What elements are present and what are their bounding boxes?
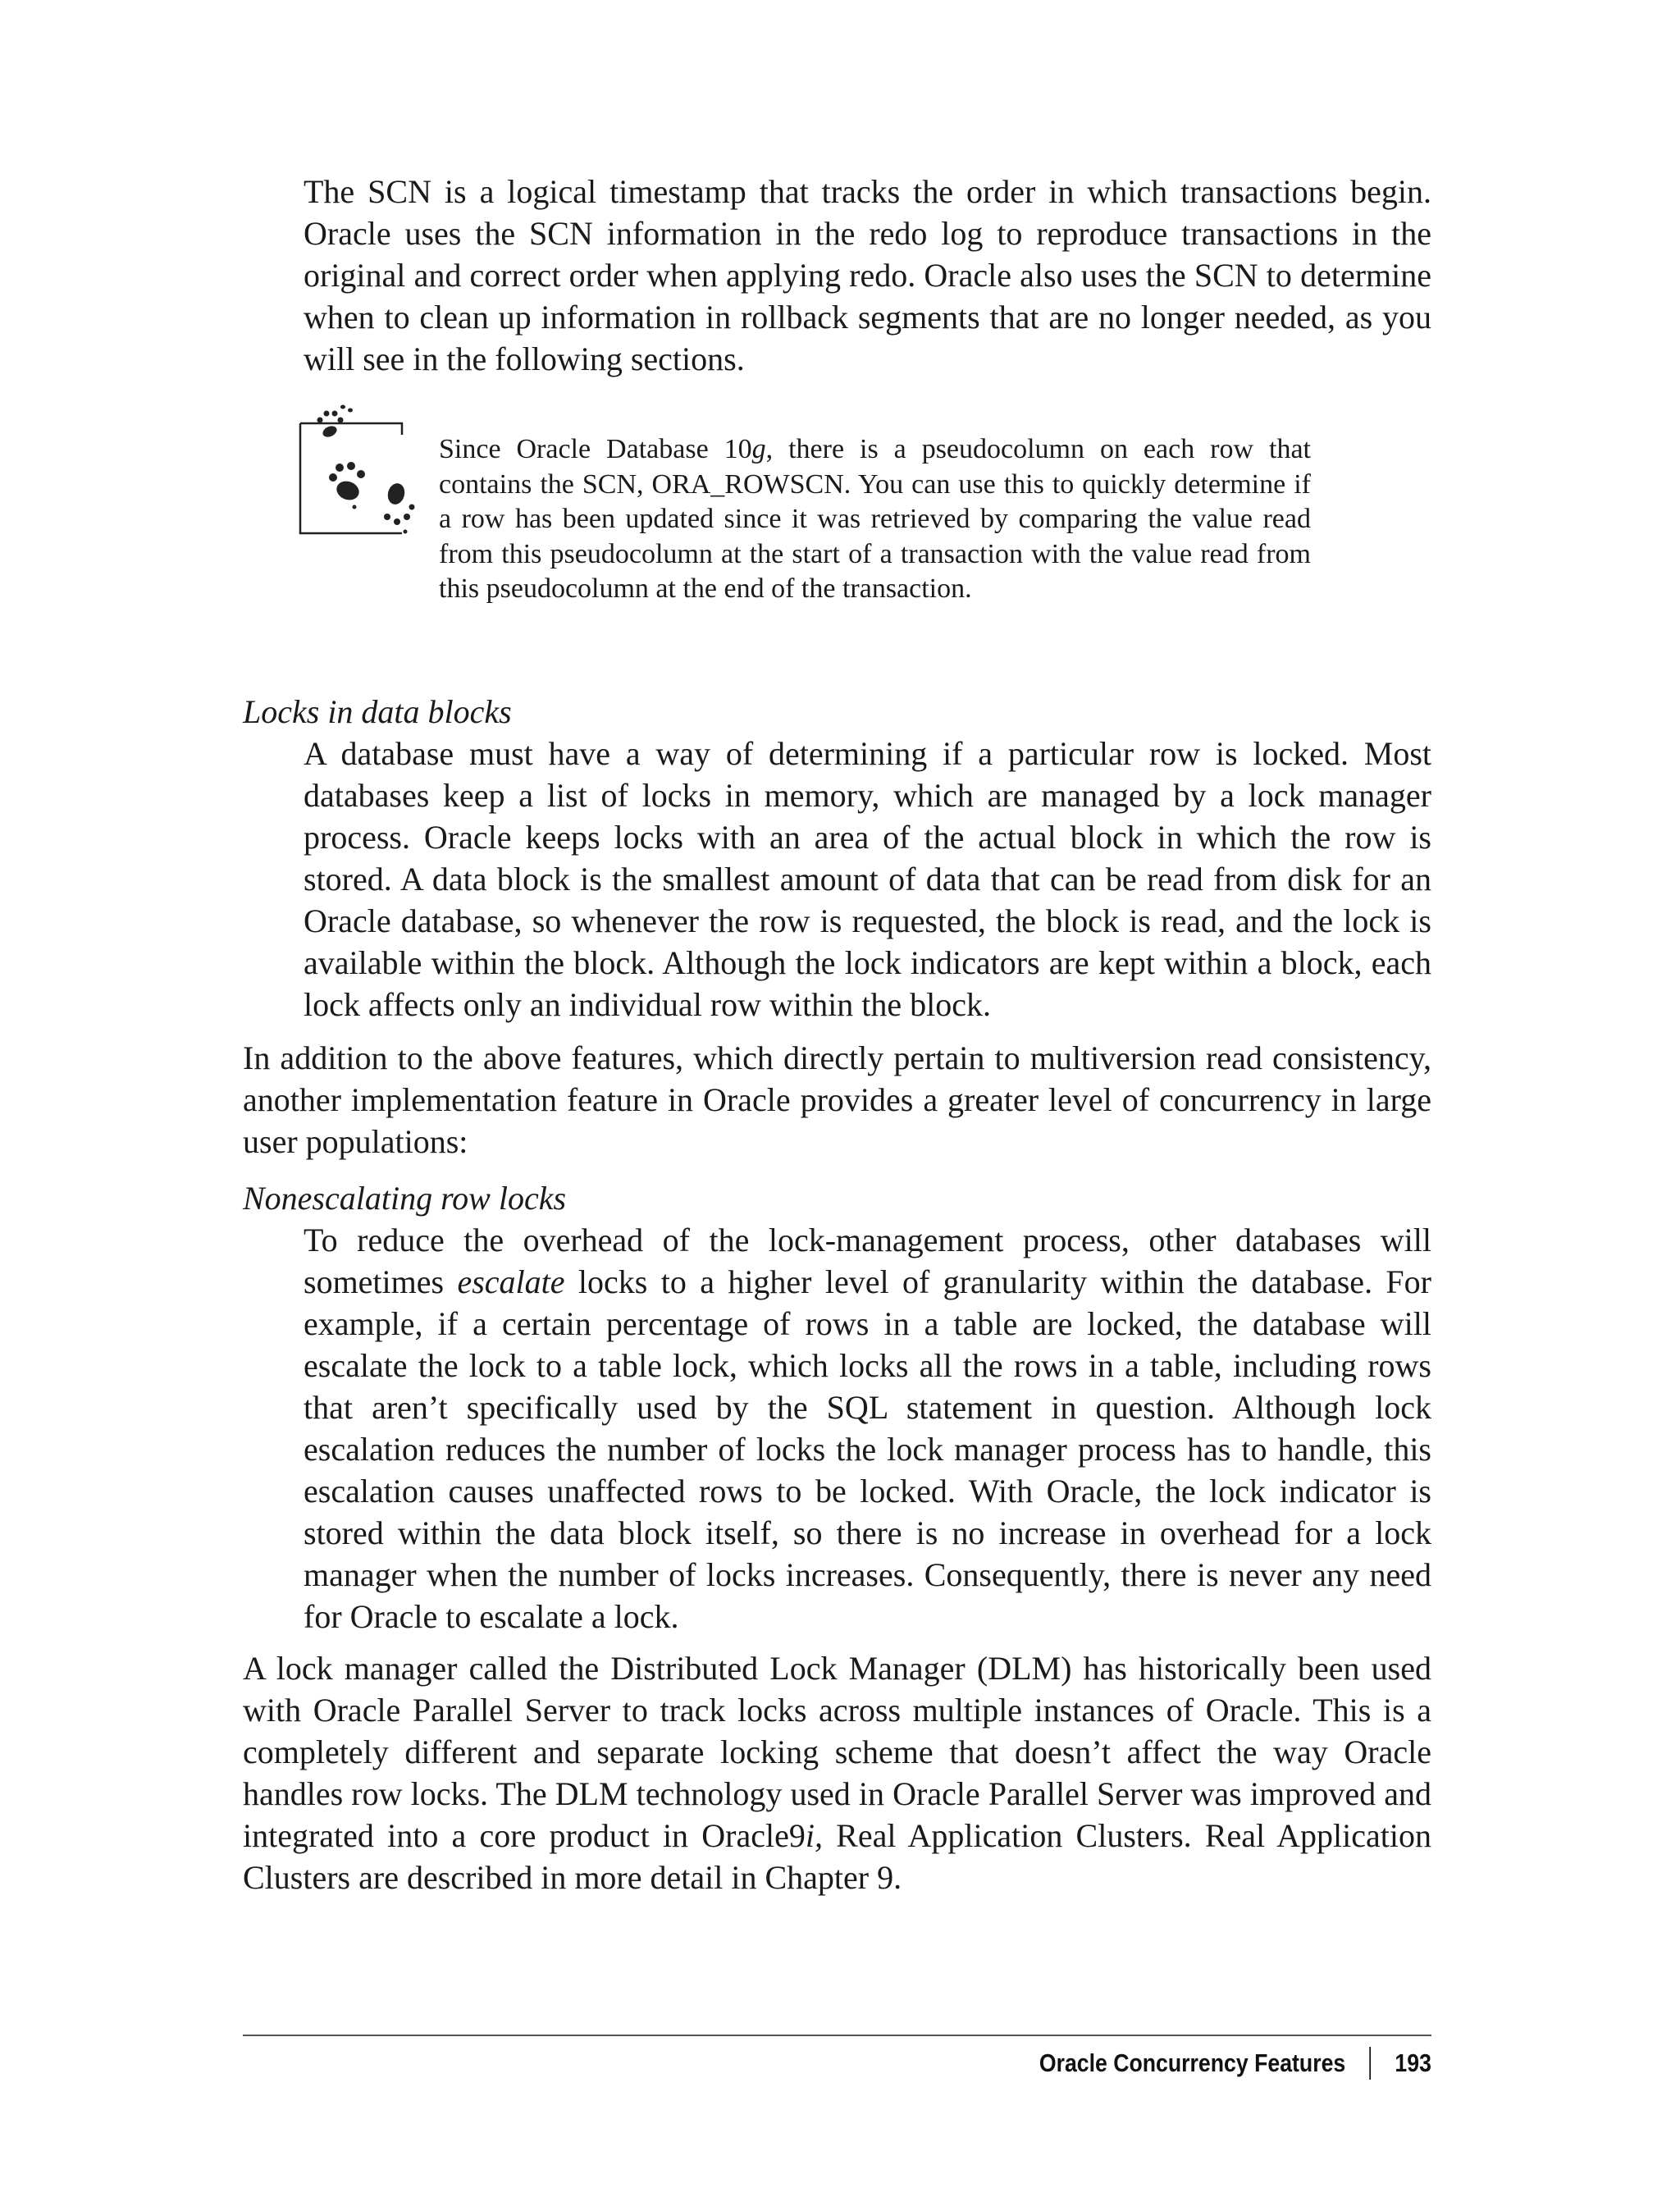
running-footer — [1039, 2045, 1431, 2081]
in-addition-paragraph: In addition to the above features, which directly pertain to multiversion read consistency, another implementation feature in Oracle provides a greater level of concurrency in large user populations: — [243, 1039, 1431, 1160]
nonescalating-text-rest: locks to a higher level of granularity within the database. For example, if a certain percentage of rows in a table are locked, the database will escalate the lock to a table lock, which locks all the rows in a table, including rows that aren’t specifically used by the SQL statement in question. Although lock escalation reduces the number of locks the lock manager process has to handle, this escalation causes unaffected rows to be locked. With Oracle, the lock indicator is stored within the data block itself, so there is no increase in overhead for a lock manager when the number of locks increases. Consequently, there is never any need for Oracle to escalate a lock. — [304, 1263, 1431, 1635]
tip-icon-graphic — [295, 402, 427, 541]
tip-note-text-start: Since Oracle Database 10 — [439, 434, 752, 464]
dlm-text-start: A lock manager called the Distributed Lock Manager (DLM) has historically been used with Oracle Parallel Server to track locks across multiple instances of Oracle. This is a completely different and separate locking scheme that doesn’t affect the way Oracle handles row locks. The DLM technology used in Oracle Parallel Server was improved and integrated into a core product in Oracle9 — [243, 1650, 1431, 1854]
locks-in-data-blocks-definition: A database must have a way of determining if a particular row is locked. Most databases keep a list of locks in memory, which are managed by a lock manager process. Oracle keeps locks with an area of the actual block in which the row is stored. A data block is the smallest amount of data that can be read from disk for an Oracle database, so whenever the row is requested, the block is read, and the lock is available within the block. Although the lock indicators are kept within a block, each lock affects only an individual row within the block. — [304, 735, 1431, 1023]
footer-separator — [1370, 2047, 1372, 2080]
tip-note-text — [439, 432, 1311, 607]
locks-in-data-blocks-term: Locks in data blocks — [243, 693, 512, 730]
nonescalating-text-start: To reduce the overhead of the lock-management process, other databases will sometimes — [304, 1222, 1431, 1300]
dlm-text-rest: Real Application Clusters. Real Application Clusters are described in more detail in Chapter 9. — [243, 1817, 1431, 1896]
footer-section-title: Oracle Concurrency Features — [1039, 2048, 1346, 2077]
tip-note-version-suffix: g — [751, 434, 766, 464]
oracle9i-emphasis: i, — [805, 1817, 823, 1854]
nonescalating-row-locks-term: Nonescalating row locks — [243, 1180, 567, 1217]
tip-icon — [295, 402, 427, 541]
page-number: 193 — [1395, 2048, 1431, 2077]
tip-note-text-rest: , there is a pseudocolumn on each row that contains the SCN, ORA_ROWSCN. You can use this to quickly determine if a row has been updated since it was retrieved by comparing the value read from this pseudocolumn at the start of a transaction with the value read from this pseudocolumn at the end of the transaction. — [439, 434, 1311, 604]
footer-rule — [243, 2035, 1431, 2036]
dlm-paragraph — [243, 1647, 1431, 1898]
escalate-emphasis: escalate — [457, 1263, 565, 1300]
nonescalating-row-locks-definition — [304, 1219, 1431, 1637]
scn-paragraph: The SCN is a logical timestamp that tracks the order in which transactions begin. Oracle uses the SCN information in the redo log to reproduce transactions in the original and correct order when applying redo. Oracle also uses the SCN to determine when to clean up information in rollback segments that are no longer needed, as you will see in the following sections. — [304, 173, 1431, 377]
